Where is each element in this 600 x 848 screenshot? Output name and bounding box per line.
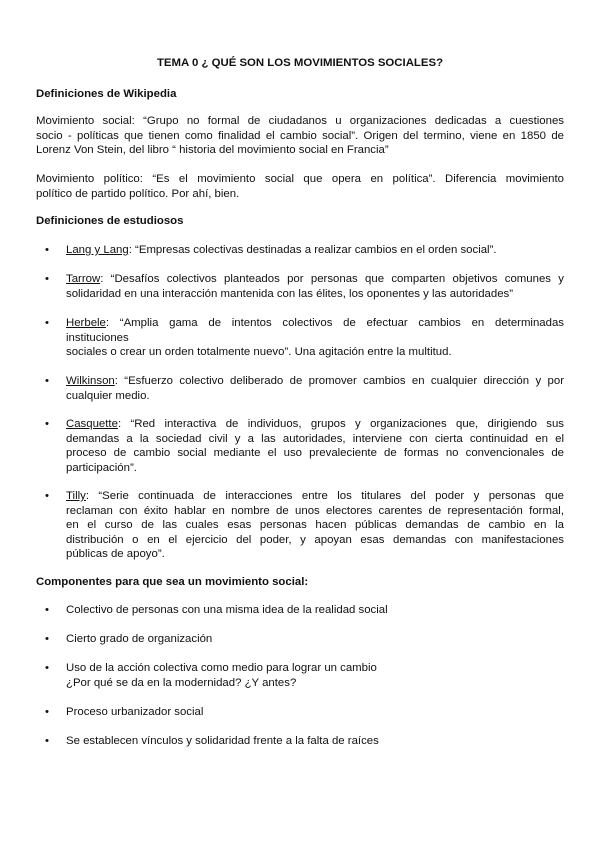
bullet-icon: • [45, 662, 49, 674]
definition-text: participación”. [66, 461, 137, 474]
bullet-icon: • [45, 418, 49, 430]
definition-text: sociales o crear un orden totalmente nuevo”. Una agitación entre la multitud. [66, 346, 452, 359]
definition-text: reclaman con éxito hablar en nombre de unos electores carentes de representación formal, [66, 504, 564, 517]
bullet-icon: • [45, 273, 49, 285]
definition-text: : “Amplia gama de intentos colectivos de efectuar cambios en determinadas [105, 317, 564, 329]
definition-text: : “Empresas colectivas destinadas a realizar cambios en el orden social”. [128, 244, 497, 256]
bullet-icon: • [45, 633, 49, 645]
bullet-icon: • [45, 735, 49, 747]
bullet-icon: • [45, 375, 49, 387]
component-text: ¿Por qué se da en la modernidad? ¿Y antes? [66, 676, 297, 689]
definition-text: distribución o en el ejercicio del poder, y apoyan esas demandas con manifestaciones [66, 533, 564, 546]
component-text: Cierto grado de organización [66, 633, 213, 645]
wikipedia-heading: Definiciones de Wikipedia [36, 88, 177, 100]
definition-text: : “Desafíos colectivos planteados por personas que comparten objetivos comunes y [100, 273, 564, 285]
author-name: Casquette [66, 418, 118, 430]
text-line: socio - políticas que tienen como finalidad el cambio social”. Origen del termino, viene en 1850 de [36, 129, 564, 142]
text-line: Lorenz Von Stein, del libro “ historia del movimiento social en Francia” [36, 144, 389, 157]
definition-text: en el curso de las cuales esas personas hacen públicas demandas de cambio en la [66, 519, 564, 532]
author-name: Tilly [66, 490, 86, 502]
author-name: Herbele [66, 317, 106, 329]
component-text: Uso de la acción colectiva como medio para lograr un cambio [66, 662, 377, 674]
wikipedia-paragraph-1 [36, 114, 564, 158]
component-text: Se establecen vínculos y solidaridad frente a la falta de raíces [66, 735, 379, 747]
definition-text: cualquier medio. [66, 389, 150, 402]
definition-text: : “Esfuerzo colectivo deliberado de promover cambios en cualquier dirección y por [114, 375, 564, 387]
definition-text: proceso de cambio social mediante el uso prevaleciente de formas no convencionales de [66, 447, 564, 460]
bullet-icon: • [45, 706, 49, 718]
components-heading: Componentes para que sea un movimiento social: [36, 576, 309, 588]
author-name: Wilkinson [66, 375, 115, 387]
bullet-icon: • [45, 244, 49, 256]
component-text: Proceso urbanizador social [66, 706, 204, 718]
bullet-icon: • [45, 490, 49, 502]
definition-text: : “Red interactiva de individuos, grupos y organizaciones que, dirigiendo sus [117, 418, 564, 430]
text-line: político de partido político. Por ahí, bien. [36, 187, 240, 200]
scholars-heading: Definiciones de estudiosos [36, 215, 184, 227]
definition-text: demandas a la sociedad civil y a las autoridades, interviene con cierta continuidad en el [66, 432, 564, 445]
author-name: Lang y Lang [66, 244, 129, 256]
definition-text: solidaridad en una interacción mantenida con las élites, los oponentes y las autoridades” [66, 287, 514, 300]
text-line: Movimiento social: “Grupo no formal de ciudadanos u organizaciones dedicadas a cuestiones [36, 115, 564, 127]
definition-text: : “Serie continuada de interacciones entre los titulares del poder y personas que [85, 490, 564, 502]
page-title: TEMA 0 ¿ QUÉ SON LOS MOVIMIENTOS SOCIALES? [156, 57, 444, 69]
bullet-icon: • [45, 604, 49, 616]
component-text: Colectivo de personas con una misma idea de la realidad social [66, 604, 388, 616]
author-name: Tarrow [66, 273, 101, 285]
definition-text: instituciones [66, 331, 129, 344]
bullet-icon: • [45, 317, 49, 329]
text-line: Movimiento político: “Es el movimiento social que opera en política”. Diferencia movimiento [36, 173, 564, 185]
definition-text: públicas de apoyo”. [66, 548, 165, 561]
wikipedia-paragraph-2 [36, 172, 564, 201]
